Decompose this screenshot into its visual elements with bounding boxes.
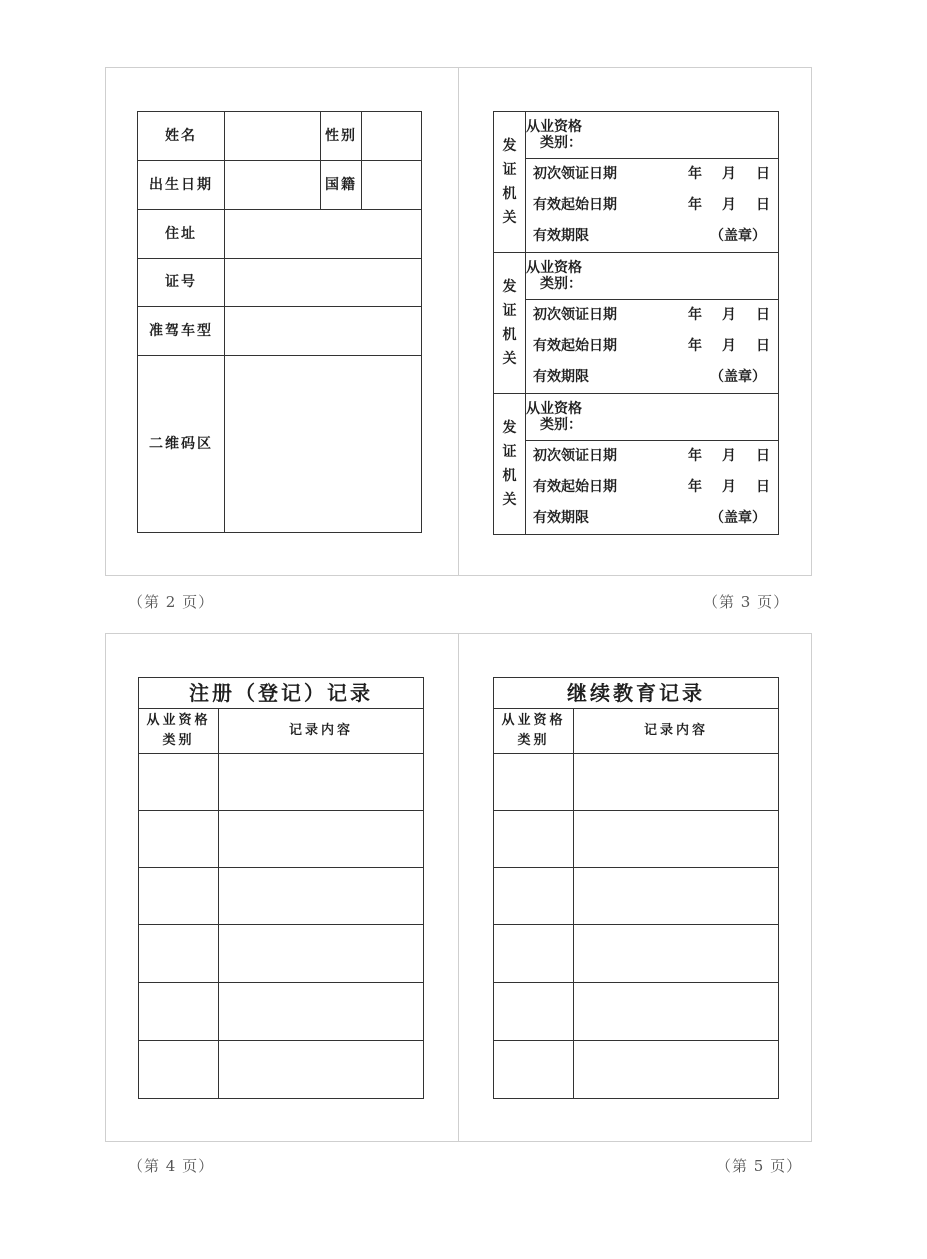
qualification-cell[interactable] bbox=[526, 112, 779, 159]
day-label: 日 bbox=[756, 338, 770, 355]
validity-row bbox=[533, 503, 772, 534]
authority-label: 发证机关 bbox=[502, 420, 517, 508]
valid-start-label: 有效起始日期 bbox=[533, 479, 617, 496]
page-label-3: （第 3 页） bbox=[703, 593, 790, 611]
vehicle-type-label: 准驾车型 bbox=[138, 307, 225, 356]
record-content-cell[interactable] bbox=[219, 1041, 424, 1099]
record-content-header: 记录内容 bbox=[574, 709, 779, 754]
record-content-cell[interactable] bbox=[574, 868, 779, 925]
registration-record-title: 注册（登记）记录 bbox=[139, 678, 424, 709]
first-issue-row bbox=[533, 159, 772, 190]
qr-label: 二维码区 bbox=[138, 356, 225, 533]
record-content-cell[interactable] bbox=[219, 983, 424, 1041]
qualification-cell[interactable] bbox=[139, 1041, 219, 1099]
cert-no-field[interactable] bbox=[225, 259, 422, 307]
authority-label: 发证机关 bbox=[502, 279, 517, 367]
vehicle-type-field[interactable] bbox=[225, 307, 422, 356]
month-label: 月 bbox=[722, 197, 736, 214]
qualification-category-header bbox=[494, 709, 574, 754]
first-issue-row bbox=[533, 300, 772, 331]
qualification-cell[interactable] bbox=[139, 868, 219, 925]
year-label: 年 bbox=[688, 338, 702, 355]
qualification-header-line1: 从业资格 bbox=[146, 713, 211, 728]
seal-label: （盖章） bbox=[710, 510, 766, 527]
first-issue-label: 初次领证日期 bbox=[533, 166, 617, 183]
month-label: 月 bbox=[722, 479, 736, 496]
education-record-title: 继续教育记录 bbox=[494, 678, 779, 709]
valid-start-label: 有效起始日期 bbox=[533, 197, 617, 214]
spread-divider-top bbox=[458, 67, 459, 576]
year-label: 年 bbox=[688, 307, 702, 324]
validity-label: 有效期限 bbox=[533, 510, 589, 527]
qualification-label: 从业资格 bbox=[526, 259, 582, 276]
record-content-header: 记录内容 bbox=[219, 709, 424, 754]
cert-no-label: 证号 bbox=[138, 259, 225, 307]
issuing-authority-table bbox=[493, 111, 779, 535]
dates-cell bbox=[526, 300, 779, 394]
address-label: 住址 bbox=[138, 210, 225, 259]
year-label: 年 bbox=[688, 166, 702, 183]
record-content-cell[interactable] bbox=[219, 868, 424, 925]
valid-start-row bbox=[533, 472, 772, 503]
seal-label: （盖章） bbox=[710, 228, 766, 245]
first-issue-label: 初次领证日期 bbox=[533, 448, 617, 465]
qualification-header-line2: 类别 bbox=[517, 733, 550, 748]
birthdate-field[interactable] bbox=[225, 161, 321, 210]
gender-label: 性别 bbox=[321, 112, 362, 161]
authority-cell bbox=[494, 112, 526, 253]
name-label: 姓名 bbox=[138, 112, 225, 161]
record-content-cell[interactable] bbox=[574, 983, 779, 1041]
validity-label: 有效期限 bbox=[533, 228, 589, 245]
nationality-label: 国籍 bbox=[321, 161, 362, 210]
qualification-cell[interactable] bbox=[494, 868, 574, 925]
qualification-label: 从业资格 bbox=[526, 118, 582, 135]
qualification-cell[interactable] bbox=[139, 925, 219, 983]
month-label: 月 bbox=[722, 448, 736, 465]
valid-start-label: 有效起始日期 bbox=[533, 338, 617, 355]
qualification-category-header bbox=[139, 709, 219, 754]
day-label: 日 bbox=[756, 307, 770, 324]
dates-cell bbox=[526, 441, 779, 535]
personal-info-table bbox=[137, 111, 422, 533]
year-label: 年 bbox=[688, 448, 702, 465]
day-label: 日 bbox=[756, 479, 770, 496]
qualification-label: 从业资格 bbox=[526, 400, 582, 417]
record-content-cell[interactable] bbox=[219, 754, 424, 811]
record-content-cell[interactable] bbox=[219, 925, 424, 983]
record-content-cell[interactable] bbox=[574, 811, 779, 868]
valid-start-row bbox=[533, 190, 772, 221]
birthdate-label: 出生日期 bbox=[138, 161, 225, 210]
qualification-category-label: 类别： bbox=[540, 417, 582, 433]
qualification-header-line2: 类别 bbox=[162, 733, 195, 748]
qualification-cell[interactable] bbox=[494, 1041, 574, 1099]
record-content-cell[interactable] bbox=[219, 811, 424, 868]
qualification-category-label: 类别： bbox=[540, 135, 582, 151]
qualification-cell[interactable] bbox=[526, 394, 779, 441]
name-field[interactable] bbox=[225, 112, 321, 161]
month-label: 月 bbox=[722, 307, 736, 324]
nationality-field[interactable] bbox=[362, 161, 422, 210]
qualification-cell[interactable] bbox=[494, 983, 574, 1041]
first-issue-label: 初次领证日期 bbox=[533, 307, 617, 324]
validity-row bbox=[533, 221, 772, 252]
qr-area bbox=[225, 356, 422, 533]
record-content-cell[interactable] bbox=[574, 925, 779, 983]
page-label-2: （第 2 页） bbox=[128, 593, 215, 611]
qualification-cell[interactable] bbox=[139, 983, 219, 1041]
day-label: 日 bbox=[756, 166, 770, 183]
qualification-cell[interactable] bbox=[139, 754, 219, 811]
authority-cell bbox=[494, 253, 526, 394]
qualification-cell[interactable] bbox=[526, 253, 779, 300]
qualification-cell[interactable] bbox=[494, 925, 574, 983]
year-label: 年 bbox=[688, 197, 702, 214]
seal-label: （盖章） bbox=[710, 369, 766, 386]
dates-cell bbox=[526, 159, 779, 253]
first-issue-row bbox=[533, 441, 772, 472]
day-label: 日 bbox=[756, 197, 770, 214]
authority-label: 发证机关 bbox=[502, 138, 517, 226]
authority-cell bbox=[494, 394, 526, 535]
page-label-5: （第 5 页） bbox=[716, 1157, 803, 1175]
spread-divider-bottom bbox=[458, 633, 459, 1142]
year-label: 年 bbox=[688, 479, 702, 496]
record-content-cell[interactable] bbox=[574, 1041, 779, 1099]
qualification-cell[interactable] bbox=[494, 754, 574, 811]
education-record-table bbox=[493, 677, 779, 1099]
gender-field[interactable] bbox=[362, 112, 422, 161]
address-field[interactable] bbox=[225, 210, 422, 259]
valid-start-row bbox=[533, 331, 772, 362]
validity-label: 有效期限 bbox=[533, 369, 589, 386]
page-label-4: （第 4 页） bbox=[128, 1157, 215, 1175]
qualification-cell[interactable] bbox=[494, 811, 574, 868]
registration-record-table bbox=[138, 677, 424, 1099]
day-label: 日 bbox=[756, 448, 770, 465]
validity-row bbox=[533, 362, 772, 393]
month-label: 月 bbox=[722, 166, 736, 183]
qualification-category-label: 类别： bbox=[540, 276, 582, 292]
qualification-cell[interactable] bbox=[139, 811, 219, 868]
month-label: 月 bbox=[722, 338, 736, 355]
record-content-cell[interactable] bbox=[574, 754, 779, 811]
qualification-header-line1: 从业资格 bbox=[501, 713, 566, 728]
